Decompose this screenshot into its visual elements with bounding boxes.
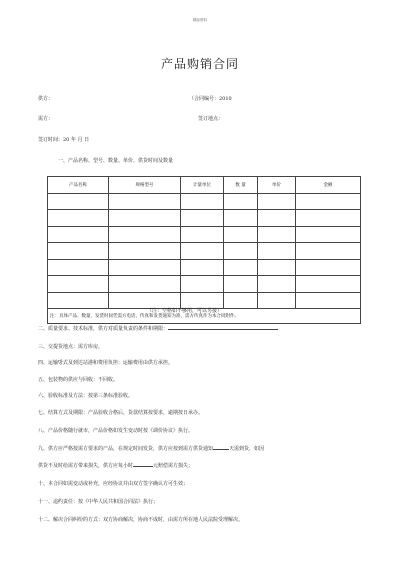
product-table <box>47 176 361 324</box>
table-note: 注：具体产品、数量，发货时间凭需方电话、传真和发货通知为准，需方传真作为本合同附件。 <box>48 309 361 324</box>
header-quantity: 数 量 <box>224 177 258 194</box>
space-note: （注：空格如不够用，可以另接） <box>147 308 223 314</box>
clause-2-blank <box>168 329 278 330</box>
table-cell <box>109 259 181 276</box>
table-cell <box>258 259 296 276</box>
table-cell <box>296 226 361 243</box>
clause-9-text-b: 供货不及时给需方带来损失，供方应每小时 <box>38 463 134 469</box>
page-title: 产品购销合同 <box>161 57 240 71</box>
table-cell <box>258 210 296 227</box>
table-cell <box>48 276 109 293</box>
clause-9-text-b-end: 元赔偿需方损失； <box>153 463 194 469</box>
table-cell <box>181 276 224 293</box>
clause-11: 十一、违约责任：按《中华人民共和国合同法》执行； <box>38 499 159 505</box>
buyer-label: 需方： <box>38 116 54 122</box>
table-cell <box>48 193 109 210</box>
clause-9-line-1 <box>38 445 264 452</box>
table-cell <box>181 226 224 243</box>
header-product-name: 产品名称 <box>48 177 109 194</box>
table-header-row <box>48 177 361 194</box>
table-cell <box>224 276 258 293</box>
clause-1: 一、产品名称、型号、数量、单价、供货时间及数量 <box>58 158 174 164</box>
table-cell <box>224 292 258 309</box>
clause-6: 六、验收标准及方法：按第三条标准验收。 <box>38 393 134 399</box>
header-unit: 计量单位 <box>181 177 224 194</box>
clause-9-line-2 <box>38 462 193 469</box>
header-mark: 精品资料 <box>193 18 207 22</box>
table-cell <box>296 210 361 227</box>
table-cell <box>109 226 181 243</box>
clause-10: 十、本合同如需变动或补充，应经协议并由双方签字确认方可生效； <box>38 481 189 487</box>
seller-label: 供方： <box>38 96 54 102</box>
header-amount: 金额 <box>296 177 361 194</box>
table-cell <box>224 210 258 227</box>
table-cell <box>296 292 361 309</box>
table-cell <box>258 193 296 210</box>
clause-2-text: 二、质量要求、技术标准，供方对质量负责的条件和期限： <box>38 326 169 332</box>
clause-2 <box>38 325 278 332</box>
header-price: 单价 <box>258 177 296 194</box>
table-cell <box>48 226 109 243</box>
table-cell <box>109 193 181 210</box>
table-cell <box>224 193 258 210</box>
table-row <box>48 226 361 243</box>
table-cell <box>258 226 296 243</box>
table-cell <box>48 259 109 276</box>
table-cell <box>109 276 181 293</box>
clause-5: 五、包装物的供应与回收：不回收。 <box>38 377 119 383</box>
table-cell <box>258 276 296 293</box>
clause-7: 七、结算方式及期限：产品验收合格后，货款结算按要求，逾期按日承办。 <box>38 410 204 416</box>
clause-9-text-a-end: 天需到货，如因 <box>229 446 265 452</box>
clause-9-blank-amount <box>133 466 153 467</box>
table-cell <box>109 243 181 260</box>
table-row <box>48 243 361 260</box>
clause-3: 三、交提货地点：需方库房。 <box>38 344 104 350</box>
table-cell <box>224 259 258 276</box>
table-cell <box>48 243 109 260</box>
table-row <box>48 193 361 210</box>
table-cell <box>296 259 361 276</box>
table-cell <box>181 243 224 260</box>
table-cell <box>48 210 109 227</box>
table-cell <box>258 243 296 260</box>
contract-number: （合同编号：2010 <box>189 96 232 102</box>
table-cell <box>181 259 224 276</box>
table-cell <box>181 210 224 227</box>
sign-time: 签订时间：20 年 月 日 <box>38 137 90 143</box>
clause-4: 四、运输방式及到达站港和费用负担：运输费用由供方承担。 <box>38 360 173 366</box>
table-cell <box>296 243 361 260</box>
table-cell <box>296 276 361 293</box>
table-cell <box>296 193 361 210</box>
table-cell <box>109 210 181 227</box>
table-row <box>48 210 361 227</box>
table-row <box>48 276 361 293</box>
clause-12: 十二、解决合同纠纷的方式：双方协商解决，协商不成时，由需方所在地人民法院受理解决。 <box>38 517 244 523</box>
table-cell <box>258 292 296 309</box>
table-cell <box>224 243 258 260</box>
table-cell <box>224 226 258 243</box>
table-cell <box>48 292 109 309</box>
clause-8: 八、产品价格随行就市，产品价格如发生变动时按《调价协议》执行。 <box>38 428 194 434</box>
table-cell <box>181 193 224 210</box>
sign-place: 签订地点： <box>198 116 224 122</box>
clause-9-blank-days <box>213 449 229 450</box>
header-spec: 规格型号 <box>109 177 181 194</box>
clause-9-text-a: 九、供方应严格按需方要求的产品，在规定时间发货，供方应按到需方供货通知 <box>38 446 214 452</box>
table-row <box>48 259 361 276</box>
